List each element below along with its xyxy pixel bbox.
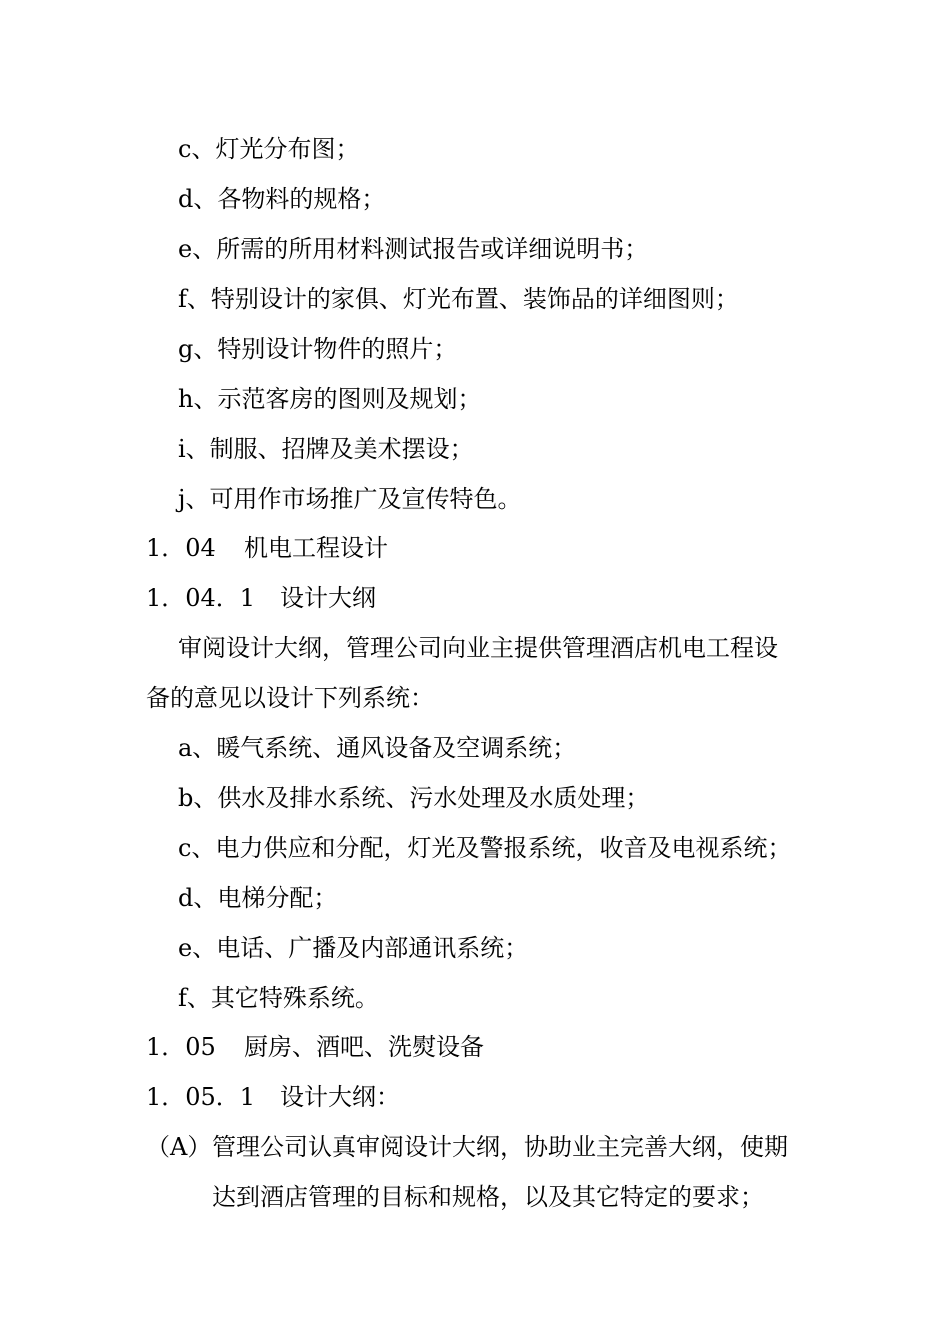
list-item: f、其它特殊系统。 <box>178 984 379 1012</box>
paragraph-line: 审阅设计大纲，管理公司向业主提供管理酒店机电工程设 <box>178 634 778 662</box>
section-heading-1-05-1 <box>146 1082 400 1112</box>
section-heading-1-05 <box>146 1032 484 1062</box>
item-a <box>146 1132 788 1162</box>
item-label: （A） <box>146 1133 212 1161</box>
list-item: a、暖气系统、通风设备及空调系统； <box>178 734 577 762</box>
section-title: 厨房、酒吧、洗熨设备 <box>244 1033 484 1061</box>
section-title: 机电工程设计 <box>244 534 388 562</box>
list-item: i、制服、招牌及美术摆设； <box>178 435 474 463</box>
list-item: b、供水及排水系统、污水处理及水质处理； <box>178 784 650 812</box>
list-item: j、可用作市场推广及宣传特色。 <box>178 485 522 513</box>
section-number: 1．04．1 <box>146 584 256 612</box>
section-heading-1-04-1 <box>146 583 376 613</box>
list-item: g、特别设计物件的照片； <box>178 335 458 363</box>
section-title: 设计大纲 <box>280 584 376 612</box>
section-heading-1-04 <box>146 533 388 563</box>
list-item: h、示范客房的图则及规划； <box>178 385 482 413</box>
item-text: 管理公司认真审阅设计大纲，协助业主完善大纲，使期 <box>212 1133 788 1161</box>
list-item: e、电话、广播及内部通讯系统； <box>178 934 529 962</box>
list-item: c、灯光分布图； <box>178 135 360 163</box>
paragraph-line: 备的意见以设计下列系统： <box>146 684 434 712</box>
section-title: 设计大纲： <box>280 1083 400 1111</box>
item-a-continuation: 达到酒店管理的目标和规格，以及其它特定的要求； <box>212 1183 764 1211</box>
section-number: 1．05．1 <box>146 1083 256 1111</box>
list-item: c、电力供应和分配，灯光及警报系统，收音及电视系统； <box>178 834 792 862</box>
section-number: 1．05 <box>146 1033 216 1061</box>
list-item: d、各物料的规格； <box>178 185 386 213</box>
list-item: e、所需的所用材料测试报告或详细说明书； <box>178 235 649 263</box>
list-item: d、电梯分配； <box>178 884 338 912</box>
section-number: 1．04 <box>146 534 216 562</box>
list-item: f、特别设计的家俱、灯光布置、装饰品的详细图则； <box>178 285 739 313</box>
